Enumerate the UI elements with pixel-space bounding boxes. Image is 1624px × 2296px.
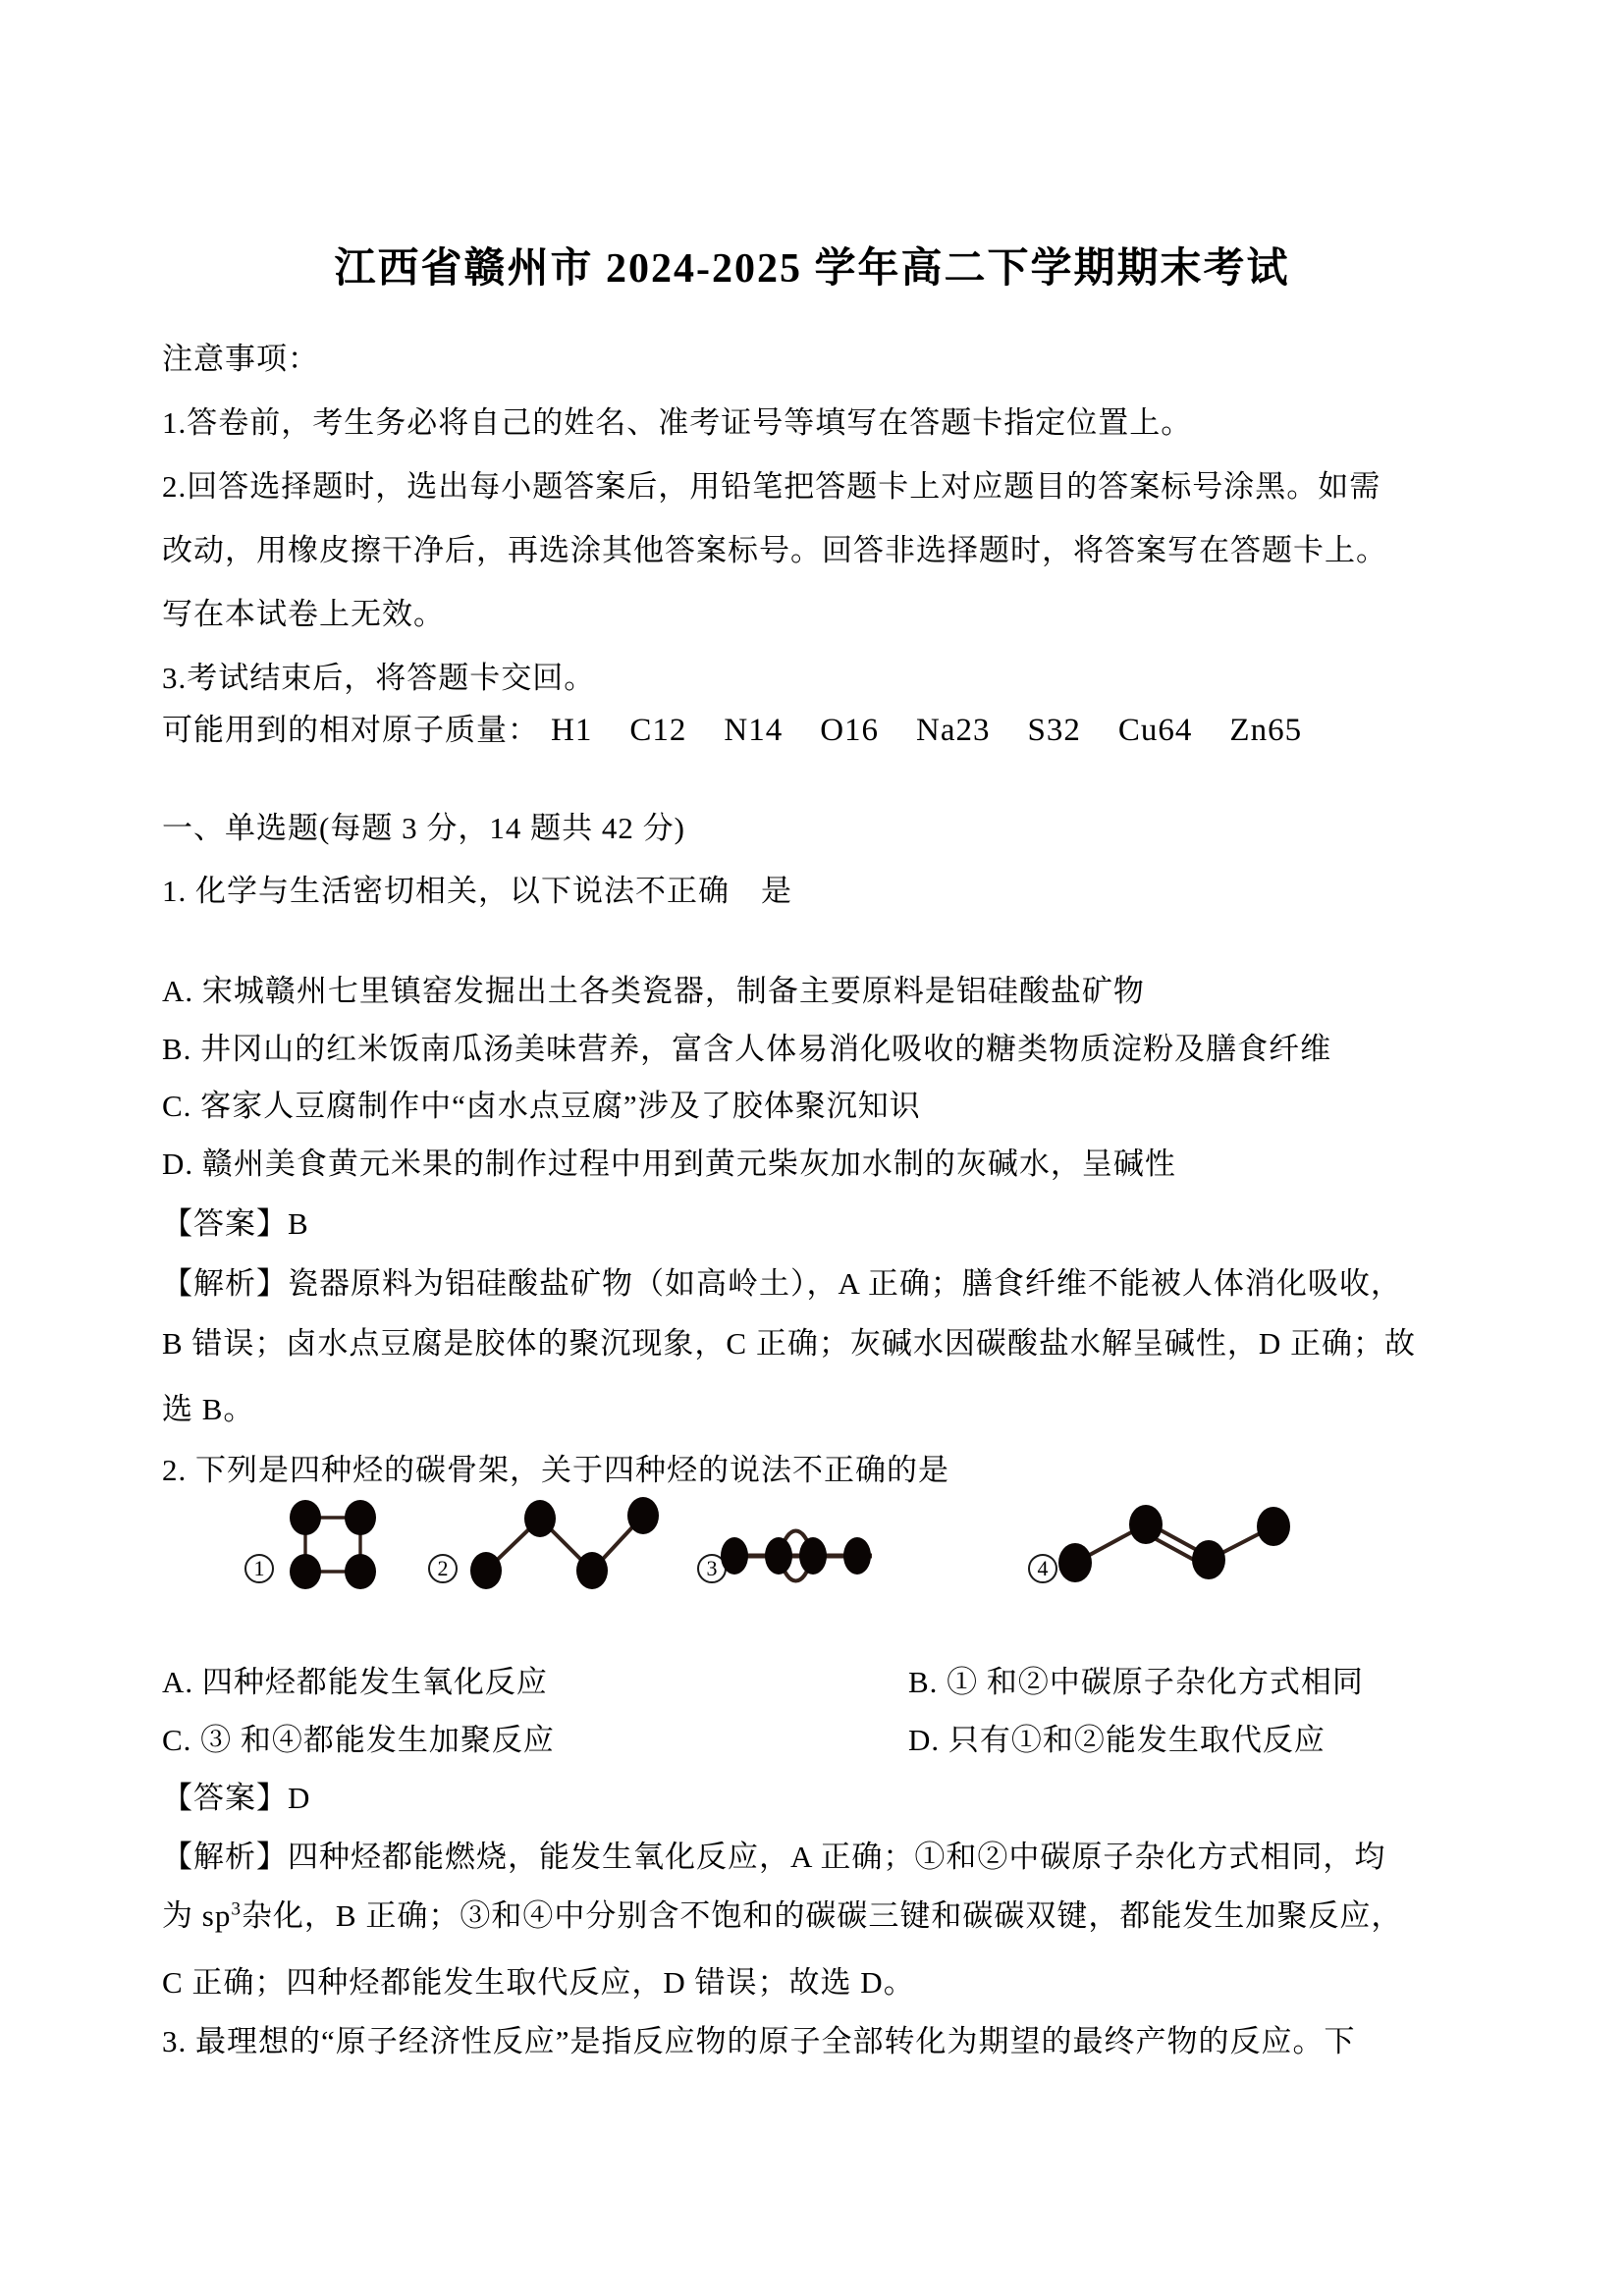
q1-analysis-line-3: 选 B。 (162, 1392, 255, 1426)
q2-answer-line (162, 1779, 310, 1818)
atomic-mass-Zn: Zn65 (1229, 713, 1303, 748)
notice-item-2-line-3: 写在本试卷上无效。 (162, 597, 445, 631)
section-1-heading: 一、单选题(每题 3 分，14 题共 42 分) (162, 811, 685, 845)
q2-analysis-label: 【解析】 (162, 1840, 288, 1874)
q1-answer-line (162, 1204, 309, 1244)
q1-option-c: C. 客家人豆腐制作中“卤水点豆腐”涉及了胶体聚沉知识 (162, 1089, 921, 1123)
notice-item-3: 3.考试结束后，将答题卡交回。 (162, 661, 596, 695)
q2-analysis-text-2-post: 杂化，B 正确；③和④中分别含不饱和的碳碳三键和碳碳双键，都能发生加聚反应， (241, 1898, 1403, 1933)
q2-option-d: D. 只有①和②能发生取代反应 (908, 1723, 1326, 1757)
skeleton-3-circled-label: 3 (697, 1554, 727, 1583)
q2-analysis-line-2 (162, 1896, 1402, 1936)
q2-option-b: B. ① 和②中碳原子杂化方式相同 (908, 1665, 1364, 1699)
notice-heading: 注意事项： (162, 342, 319, 376)
q2-analysis-text-2-pre: 为 sp (162, 1898, 232, 1933)
q2-analysis-line-1 (162, 1838, 1385, 1877)
atomic-mass-O: O16 (820, 713, 880, 748)
atomic-mass-Na: Na23 (916, 713, 991, 748)
atomic-mass-C: C12 (629, 713, 687, 748)
atomic-mass-N: N14 (724, 713, 784, 748)
q2-answer-label: 【答案】 (162, 1781, 288, 1815)
q1-analysis-line-2: B 错误；卤水点豆腐是胶体的聚沉现象，C 正确；灰碱水因碳酸盐水解呈碱性，D 正确；故 (162, 1326, 1416, 1361)
q1-option-a: A. 宋城赣州七里镇窑发掘出土各类瓷器，制备主要原料是铝硅酸盐矿物 (162, 974, 1145, 1008)
q2-analysis-superscript: 3 (231, 1898, 242, 1920)
q2-analysis-text-1: 四种烃都能燃烧，能发生氧化反应，A 正确；①和②中碳原子杂化方式相同，均 (288, 1840, 1386, 1874)
q1-analysis-text-1: 瓷器原料为铝硅酸盐矿物（如高岭土），A 正确；膳食纤维不能被人体消化吸收， (288, 1266, 1402, 1301)
q2-option-c: C. ③ 和④都能发生加聚反应 (162, 1723, 555, 1757)
q1-stem: 1. 化学与生活密切相关，以下说法不正确 是 (162, 874, 792, 908)
skeleton-2-butane-diagram (466, 1496, 663, 1596)
q1-analysis-label: 【解析】 (162, 1266, 288, 1301)
atomic-mass-Cu: Cu64 (1117, 713, 1193, 748)
page-title: 江西省赣州市 2024-2025 学年高二下学期期末考试 (334, 246, 1290, 292)
atomic-mass-H: H1 (551, 713, 593, 748)
q3-stem: 3. 最理想的“原子经济性反应”是指反应物的原子全部转化为期望的最终产物的反应。下 (162, 2024, 1356, 2058)
q1-option-b: B. 井冈山的红米饭南瓜汤美味营养，富含人体易消化吸收的糖类物质淀粉及膳食纤维 (162, 1032, 1332, 1066)
q1-answer-value: B (288, 1206, 309, 1241)
skeleton-2-circled-label: 2 (428, 1554, 458, 1583)
notice-item-1: 1.答卷前，考生务必将自己的姓名、准考证号等填写在答题卡指定位置上。 (162, 405, 1193, 440)
skeleton-3-butyne-diagram (720, 1517, 882, 1597)
q1-option-d: D. 赣州美食黄元米果的制作过程中用到黄元柴灰加水制的灰碱水，呈碱性 (162, 1147, 1176, 1181)
q2-analysis-line-3: C 正确；四种烃都能发生取代反应，D 错误；故选 D。 (162, 1965, 915, 2000)
q2-option-a: A. 四种烃都能发生氧化反应 (162, 1665, 548, 1699)
skeleton-1-cyclobutane-diagram (285, 1496, 383, 1596)
q1-answer-label: 【答案】 (162, 1206, 288, 1241)
skeleton-4-circled-label: 4 (1028, 1554, 1057, 1583)
q2-answer-value: D (288, 1781, 311, 1815)
atomic-masses-label: 可能用到的相对原子质量： (162, 713, 539, 747)
notice-item-2-line-1: 2.回答选择题时，选出每小题答案后，用铅笔把答题卡上对应题目的答案标号涂黑。如需 (162, 469, 1381, 504)
skeleton-1-circled-label: 1 (244, 1554, 274, 1583)
skeleton-4-butene-diagram (1056, 1492, 1296, 1595)
notice-item-2-line-2: 改动，用橡皮擦干净后，再选涂其他答案标号。回答非选择题时，将答案写在答题卡上。 (162, 533, 1387, 567)
q1-analysis-line-1 (162, 1264, 1402, 1304)
q2-stem: 2. 下列是四种烃的碳骨架，关于四种烃的说法不正确的是 (162, 1453, 949, 1487)
atomic-mass-S: S32 (1027, 713, 1081, 748)
atomic-masses-line (162, 711, 1302, 750)
